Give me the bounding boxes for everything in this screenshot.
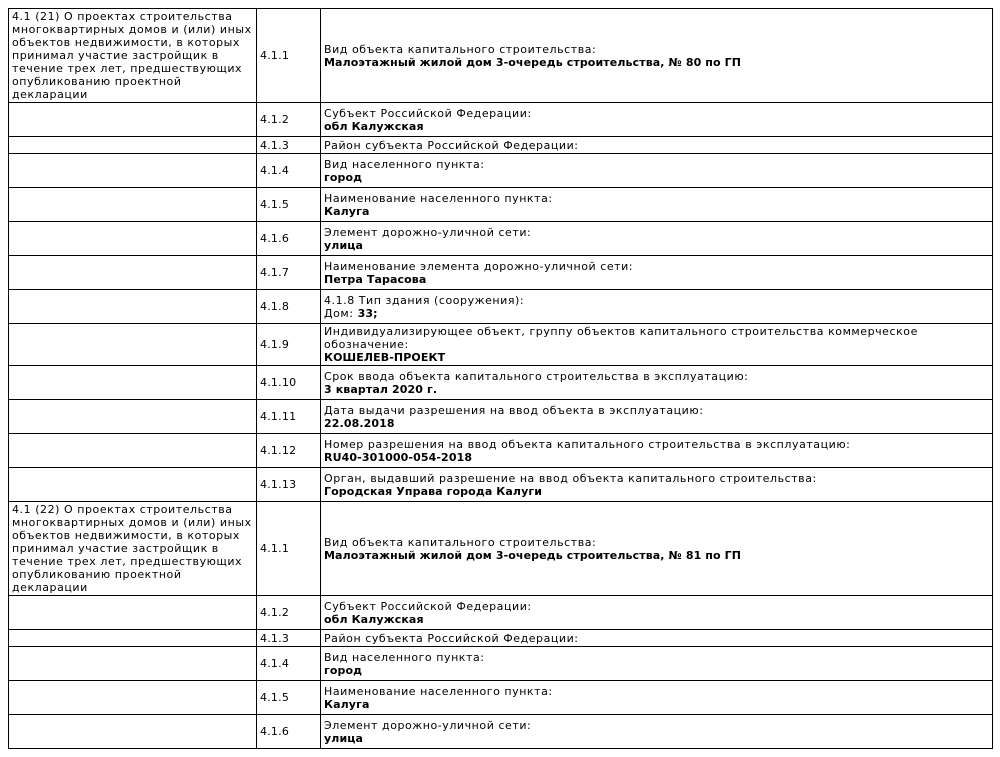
table-row (9, 103, 993, 137)
field-cell (321, 366, 993, 400)
empty-description-cell (9, 630, 257, 647)
empty-description-cell (9, 290, 257, 324)
field-label: Элемент дорожно-уличной сети: (324, 225, 532, 239)
field-cell (321, 400, 993, 434)
field-label: Район субъекта Российской Федерации: (324, 631, 579, 645)
field-value-line (324, 383, 989, 396)
table-row (9, 681, 993, 715)
empty-description-cell (9, 366, 257, 400)
empty-description-cell (9, 103, 257, 137)
empty-description-cell (9, 400, 257, 434)
field-label: Наименование населенного пункта: (324, 191, 553, 205)
field-value: 33; (357, 306, 378, 320)
row-number-cell: 4.1.8 (257, 290, 321, 324)
section-description-cell (9, 9, 257, 103)
table-row (9, 502, 993, 596)
row-number-cell: 4.1.10 (257, 366, 321, 400)
field-cell (321, 137, 993, 154)
field-value: 3 квартал 2020 г. (324, 382, 438, 396)
field-label: Вид населенного пункта: (324, 157, 485, 171)
table-row (9, 434, 993, 468)
field-cell (321, 324, 993, 366)
empty-description-cell (9, 324, 257, 366)
empty-description-cell (9, 222, 257, 256)
field-cell (321, 290, 993, 324)
table-row (9, 137, 993, 154)
row-number-cell: 4.1.11 (257, 400, 321, 434)
field-label: Номер разрешения на ввод объекта капитального строительства в эксплуатацию: (324, 437, 851, 451)
field-label: Орган, выдавший разрешение на ввод объекта капитального строительства: (324, 471, 817, 485)
row-number-cell: 4.1.3 (257, 630, 321, 647)
section-description-cell (9, 502, 257, 596)
field-value-line (324, 273, 989, 286)
field-label: Наименование населенного пункта: (324, 684, 553, 698)
row-number-cell: 4.1.5 (257, 188, 321, 222)
empty-description-cell (9, 468, 257, 502)
row-number-cell: 4.1.2 (257, 596, 321, 630)
field-label: Дата выдачи разрешения на ввод объекта в эксплуатацию: (324, 403, 704, 417)
field-value-line (324, 732, 989, 745)
field-cell (321, 681, 993, 715)
table-row (9, 256, 993, 290)
field-value: город (324, 663, 363, 677)
field-label: Район субъекта Российской Федерации: (324, 138, 579, 152)
field-value: Петра Тарасова (324, 272, 427, 286)
table-row (9, 9, 993, 103)
field-value-line (324, 613, 989, 626)
field-value-line (324, 307, 989, 320)
field-value-line (324, 485, 989, 498)
empty-description-cell (9, 154, 257, 188)
empty-description-cell (9, 256, 257, 290)
row-number-cell: 4.1.1 (257, 9, 321, 103)
table-row (9, 188, 993, 222)
field-value-line (324, 664, 989, 677)
field-value: обл Калужская (324, 612, 424, 626)
field-cell (321, 222, 993, 256)
field-value-line (324, 451, 989, 464)
field-cell (321, 468, 993, 502)
field-value: Калуга (324, 697, 370, 711)
field-cell (321, 103, 993, 137)
field-value: Калуга (324, 204, 370, 218)
field-value-line (324, 351, 989, 364)
field-label: Индивидуализирующее объект, группу объектов капитального строительства коммерческое обозначение: (324, 325, 918, 351)
field-label: Вид объекта капитального строительства: (324, 42, 597, 56)
empty-description-cell (9, 137, 257, 154)
field-value-line (324, 239, 989, 252)
field-value-line (324, 698, 989, 711)
table-row (9, 222, 993, 256)
field-value-line (324, 56, 989, 69)
empty-description-cell (9, 647, 257, 681)
table-row (9, 630, 993, 647)
table-row (9, 596, 993, 630)
field-cell (321, 9, 993, 103)
empty-description-cell (9, 188, 257, 222)
field-cell (321, 256, 993, 290)
field-value: улица (324, 731, 364, 745)
field-value: Малоэтажный жилой дом 3-очередь строительства, № 80 по ГП (324, 55, 742, 69)
field-value: Городская Управа города Калуги (324, 484, 543, 498)
row-number-cell: 4.1.1 (257, 502, 321, 596)
field-cell (321, 596, 993, 630)
field-label: Наименование элемента дорожно-уличной сети: (324, 259, 634, 273)
row-number-cell: 4.1.2 (257, 103, 321, 137)
field-value-prefix: Дом: (324, 306, 358, 320)
field-cell (321, 630, 993, 647)
field-cell (321, 715, 993, 749)
field-value-line (324, 205, 989, 218)
table-row (9, 366, 993, 400)
row-number-cell: 4.1.7 (257, 256, 321, 290)
field-label: Субъект Российской Федерации: (324, 106, 532, 120)
empty-description-cell (9, 715, 257, 749)
row-number-cell: 4.1.13 (257, 468, 321, 502)
table-row (9, 290, 993, 324)
row-number-cell: 4.1.5 (257, 681, 321, 715)
table-row (9, 715, 993, 749)
section-description: 4.1 (21) О проектах строительства многоквартирных домов и (или) иных объектов недвижимости, в которых принимал участие застройщик в течение трех лет, предшествующих опубликованию проектной декларации (12, 10, 252, 101)
row-number-cell: 4.1.12 (257, 434, 321, 468)
field-value-line (324, 417, 989, 430)
field-value: улица (324, 238, 364, 252)
field-label: Вид населенного пункта: (324, 650, 485, 664)
field-value-line (324, 120, 989, 133)
field-label: 4.1.8 Тип здания (сооружения): (324, 293, 525, 307)
field-label: Элемент дорожно-уличной сети: (324, 718, 532, 732)
field-value: город (324, 170, 363, 184)
row-number-cell: 4.1.9 (257, 324, 321, 366)
field-cell (321, 188, 993, 222)
empty-description-cell (9, 596, 257, 630)
table-row (9, 647, 993, 681)
field-label: Срок ввода объекта капитального строительства в эксплуатацию: (324, 369, 749, 383)
section-description: 4.1 (22) О проектах строительства многоквартирных домов и (или) иных объектов недвижимости, в которых принимал участие застройщик в течение трех лет, предшествующих опубликованию проектной декларации (12, 503, 252, 594)
field-value: RU40-301000-054-2018 (324, 450, 473, 464)
empty-description-cell (9, 434, 257, 468)
row-number-cell: 4.1.4 (257, 647, 321, 681)
field-label: Вид объекта капитального строительства: (324, 535, 597, 549)
row-number-cell: 4.1.3 (257, 137, 321, 154)
table-row (9, 324, 993, 366)
field-cell (321, 647, 993, 681)
field-value: 22.08.2018 (324, 416, 395, 430)
table-row (9, 154, 993, 188)
declaration-table-body (9, 9, 993, 749)
field-cell (321, 154, 993, 188)
table-row (9, 468, 993, 502)
field-value: обл Калужская (324, 119, 424, 133)
field-value-line (324, 171, 989, 184)
row-number-cell: 4.1.6 (257, 715, 321, 749)
row-number-cell: 4.1.6 (257, 222, 321, 256)
field-label: Субъект Российской Федерации: (324, 599, 532, 613)
row-number-cell: 4.1.4 (257, 154, 321, 188)
empty-description-cell (9, 681, 257, 715)
field-cell (321, 434, 993, 468)
table-row (9, 400, 993, 434)
field-value: КОШЕЛЕВ-ПРОЕКТ (324, 351, 446, 364)
field-value: Малоэтажный жилой дом 3-очередь строительства, № 81 по ГП (324, 548, 742, 562)
field-value-line (324, 549, 989, 562)
field-cell (321, 502, 993, 596)
project-declaration-table (8, 8, 993, 749)
